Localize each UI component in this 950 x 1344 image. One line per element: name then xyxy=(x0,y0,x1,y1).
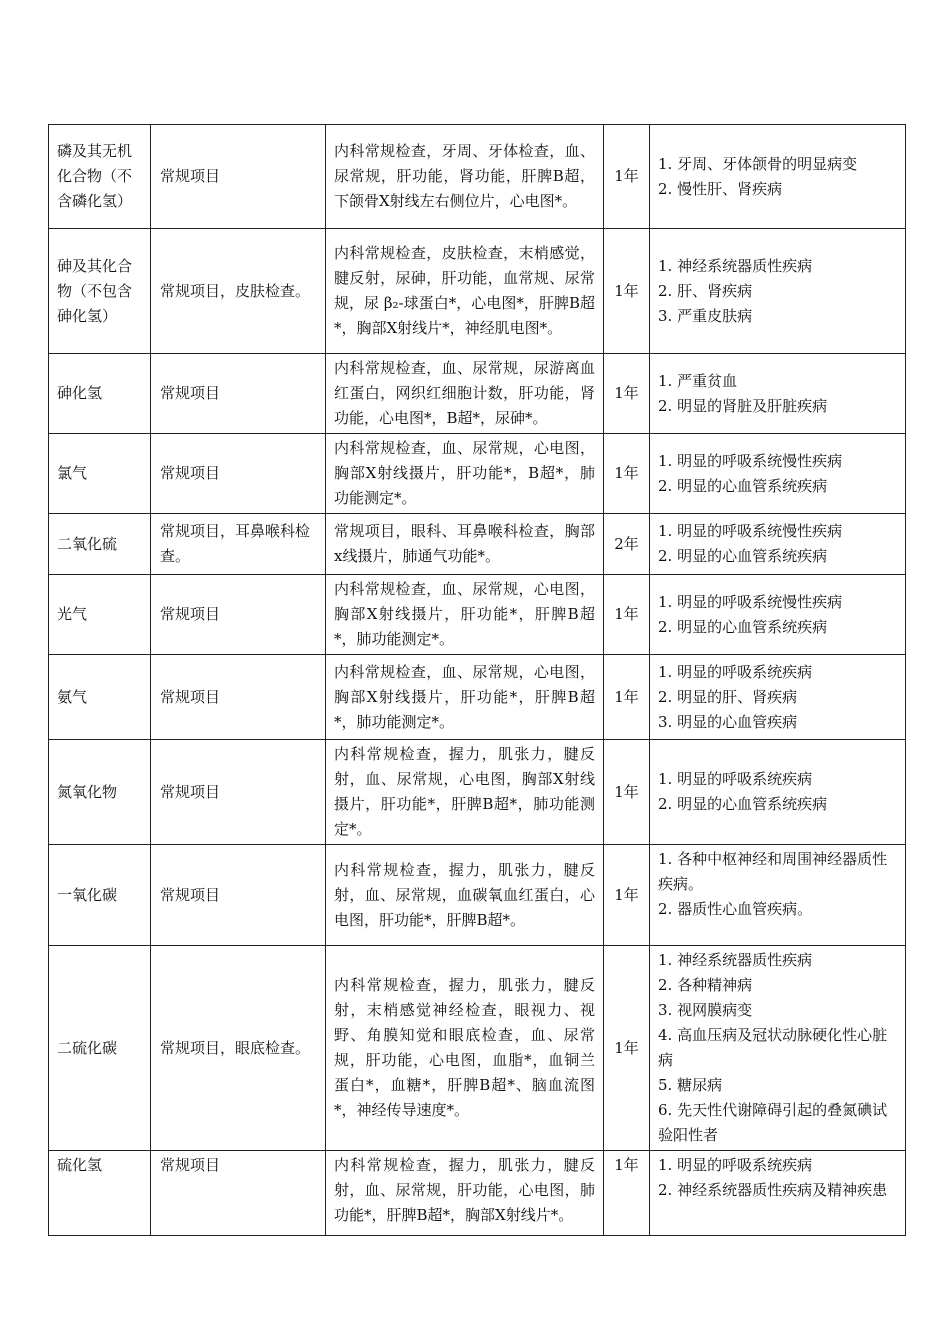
contraindication-item: 2. 明显的心血管系统疾病 xyxy=(658,617,828,636)
contraindication-cell xyxy=(650,845,906,946)
contraindication-cell xyxy=(650,229,906,354)
category-cell: 常规项目 xyxy=(151,354,326,434)
category-cell: 常规项目 xyxy=(151,1151,326,1236)
category-cell: 常规项目 xyxy=(151,434,326,514)
contraindication-cell xyxy=(650,434,906,514)
exam-items-cell: 内科常规检查，握力，肌张力，腱反射，血、尿常规，肝功能，心电图，肺功能*，肝脾B超*，胸部X射线片*。 xyxy=(326,1151,604,1236)
substance-cell: 二氧化硫 xyxy=(49,514,151,575)
occupational-health-exam-table xyxy=(48,124,906,1236)
cycle-cell: 1年 xyxy=(604,575,650,655)
category-cell: 常规项目，皮肤检查。 xyxy=(151,229,326,354)
contraindication-item: 1. 明显的呼吸系统慢性疾病 xyxy=(658,522,843,540)
substance-cell: 氮氧化物 xyxy=(49,740,151,845)
cycle-cell: 1年 xyxy=(604,229,650,354)
contraindication-item: 2. 明显的心血管系统疾病 xyxy=(658,547,828,565)
contraindication-item: 1. 明显的呼吸系统疾病 xyxy=(658,1156,813,1174)
contraindication-item: 6. 先天性代谢障碍引起的叠氮碘试验阳性者 xyxy=(658,1101,888,1144)
contraindication-item: 2. 器质性心血管疾病。 xyxy=(658,900,813,918)
contraindication-item: 2. 明显的肾脏及肝脏疾病 xyxy=(658,396,828,415)
exam-items-cell: 内科常规检查，握力，肌张力，腱反射，血、尿常规，血碳氧血红蛋白，心电图，肝功能*，肝脾B超*。 xyxy=(326,845,604,946)
table-row xyxy=(49,845,906,946)
table-row xyxy=(49,655,906,740)
contraindication-item: 2. 明显的心血管系统疾病 xyxy=(658,795,828,813)
contraindication-item: 3. 视网膜病变 xyxy=(658,1001,753,1019)
substance-cell: 光气 xyxy=(49,575,151,655)
cycle-cell: 1年 xyxy=(604,845,650,946)
contraindication-item: 3. 严重皮肤病 xyxy=(658,306,753,325)
substance-cell: 氯气 xyxy=(49,434,151,514)
contraindication-item: 2. 明显的心血管系统疾病 xyxy=(658,476,828,495)
cycle-cell: 2年 xyxy=(604,514,650,575)
substance-cell: 一氧化碳 xyxy=(49,845,151,946)
table-row xyxy=(49,229,906,354)
substance-cell: 砷及其化合物（不包含砷化氢） xyxy=(49,229,151,354)
contraindication-item: 2. 明显的肝、肾疾病 xyxy=(658,687,798,706)
exam-items-cell: 内科常规检查，握力，肌张力，腱反射，血、尿常规，心电图，胸部X射线摄片，肝功能*，肝脾B超*，肺功能测定*。 xyxy=(326,740,604,845)
table-row xyxy=(49,514,906,575)
table-row xyxy=(49,354,906,434)
substance-cell: 砷化氢 xyxy=(49,354,151,434)
contraindication-item: 5. 糖尿病 xyxy=(658,1076,723,1094)
contraindication-item: 3. 明显的心血管疾病 xyxy=(658,712,798,731)
category-cell: 常规项目 xyxy=(151,740,326,845)
cycle-cell: 1年 xyxy=(604,740,650,845)
table-row xyxy=(49,946,906,1151)
contraindication-item: 1. 各种中枢神经和周围神经器质性疾病。 xyxy=(658,850,888,893)
category-cell: 常规项目 xyxy=(151,655,326,740)
contraindication-item: 2. 各种精神病 xyxy=(658,976,753,994)
substance-cell: 二硫化碳 xyxy=(49,946,151,1151)
cycle-cell: 1年 xyxy=(604,946,650,1151)
contraindication-cell xyxy=(650,125,906,229)
contraindication-item: 2. 慢性肝、肾疾病 xyxy=(658,179,783,198)
cycle-cell: 1年 xyxy=(604,434,650,514)
contraindication-item: 1. 明显的呼吸系统慢性疾病 xyxy=(658,592,843,611)
category-cell: 常规项目 xyxy=(151,125,326,229)
contraindication-item: 1. 明显的呼吸系统慢性疾病 xyxy=(658,451,843,470)
contraindication-item: 1. 严重贫血 xyxy=(658,371,738,390)
category-cell: 常规项目，耳鼻喉科检查。 xyxy=(151,514,326,575)
contraindication-item: 2. 神经系统器质性疾病及精神疾患 xyxy=(658,1181,888,1199)
contraindication-cell xyxy=(650,1151,906,1236)
contraindication-item: 1. 明显的呼吸系统疾病 xyxy=(658,770,813,788)
contraindication-cell xyxy=(650,740,906,845)
table-row xyxy=(49,1151,906,1236)
contraindication-item: 4. 高血压病及冠状动脉硬化性心脏病 xyxy=(658,1026,888,1069)
exam-items-cell: 内科常规检查，握力，肌张力，腱反射，末梢感觉神经检查，眼视力、视野、角膜知觉和眼底检查，血、尿常规，肝功能，心电图，血脂*，血铜兰蛋白*，血糖*，肝脾B超*、脑血流图*，神经传导速度*。 xyxy=(326,946,604,1151)
contraindication-item: 1. 神经系统器质性疾病 xyxy=(658,951,813,969)
category-cell: 常规项目，眼底检查。 xyxy=(151,946,326,1151)
contraindication-cell xyxy=(650,655,906,740)
exam-items-cell: 内科常规检查，血、尿常规，心电图，胸部X射线摄片，肝功能*，肝脾B超*，肺功能测定*。 xyxy=(326,575,604,655)
contraindication-item: 1. 牙周、牙体颌骨的明显病变 xyxy=(658,154,858,173)
contraindication-cell xyxy=(650,946,906,1151)
table-row xyxy=(49,125,906,229)
cycle-cell: 1年 xyxy=(604,1151,650,1236)
exam-items-cell: 内科常规检查，血、尿常规，心电图，胸部X射线摄片，肝功能*，肝脾B超*，肺功能测定*。 xyxy=(326,655,604,740)
table-row xyxy=(49,434,906,514)
cycle-cell: 1年 xyxy=(604,125,650,229)
contraindication-item: 1. 神经系统器质性疾病 xyxy=(658,256,813,275)
exam-items-cell: 内科常规检查，皮肤检查，末梢感觉，腱反射，尿砷，肝功能，血常规、尿常规，尿 β₂-球蛋白*，心电图*，肝脾B超*，胸部X射线片*，神经肌电图*。 xyxy=(326,229,604,354)
cycle-cell: 1年 xyxy=(604,655,650,740)
table-row xyxy=(49,575,906,655)
exam-items-cell: 内科常规检查，牙周、牙体检查，血、尿常规，肝功能，肾功能，肝脾B超，下颌骨X射线左右侧位片，心电图*。 xyxy=(326,125,604,229)
category-cell: 常规项目 xyxy=(151,575,326,655)
category-cell: 常规项目 xyxy=(151,845,326,946)
substance-cell: 磷及其无机化合物（不含磷化氢） xyxy=(49,125,151,229)
substance-cell: 氨气 xyxy=(49,655,151,740)
contraindication-cell xyxy=(650,575,906,655)
cycle-cell: 1年 xyxy=(604,354,650,434)
exam-items-cell: 内科常规检查，血、尿常规，心电图，胸部X射线摄片，肝功能*，B超*，肺功能测定*。 xyxy=(326,434,604,514)
contraindication-item: 1. 明显的呼吸系统疾病 xyxy=(658,662,813,681)
contraindication-cell xyxy=(650,514,906,575)
contraindication-item: 2. 肝、肾疾病 xyxy=(658,281,753,300)
substance-cell: 硫化氢 xyxy=(49,1151,151,1236)
exam-items-cell: 常规项目，眼科、耳鼻喉科检查，胸部x线摄片，肺通气功能*。 xyxy=(326,514,604,575)
table-row xyxy=(49,740,906,845)
contraindication-cell xyxy=(650,354,906,434)
exam-items-cell: 内科常规检查，血、尿常规，尿游离血红蛋白，网织红细胞计数，肝功能，肾功能，心电图*，B超*，尿砷*。 xyxy=(326,354,604,434)
